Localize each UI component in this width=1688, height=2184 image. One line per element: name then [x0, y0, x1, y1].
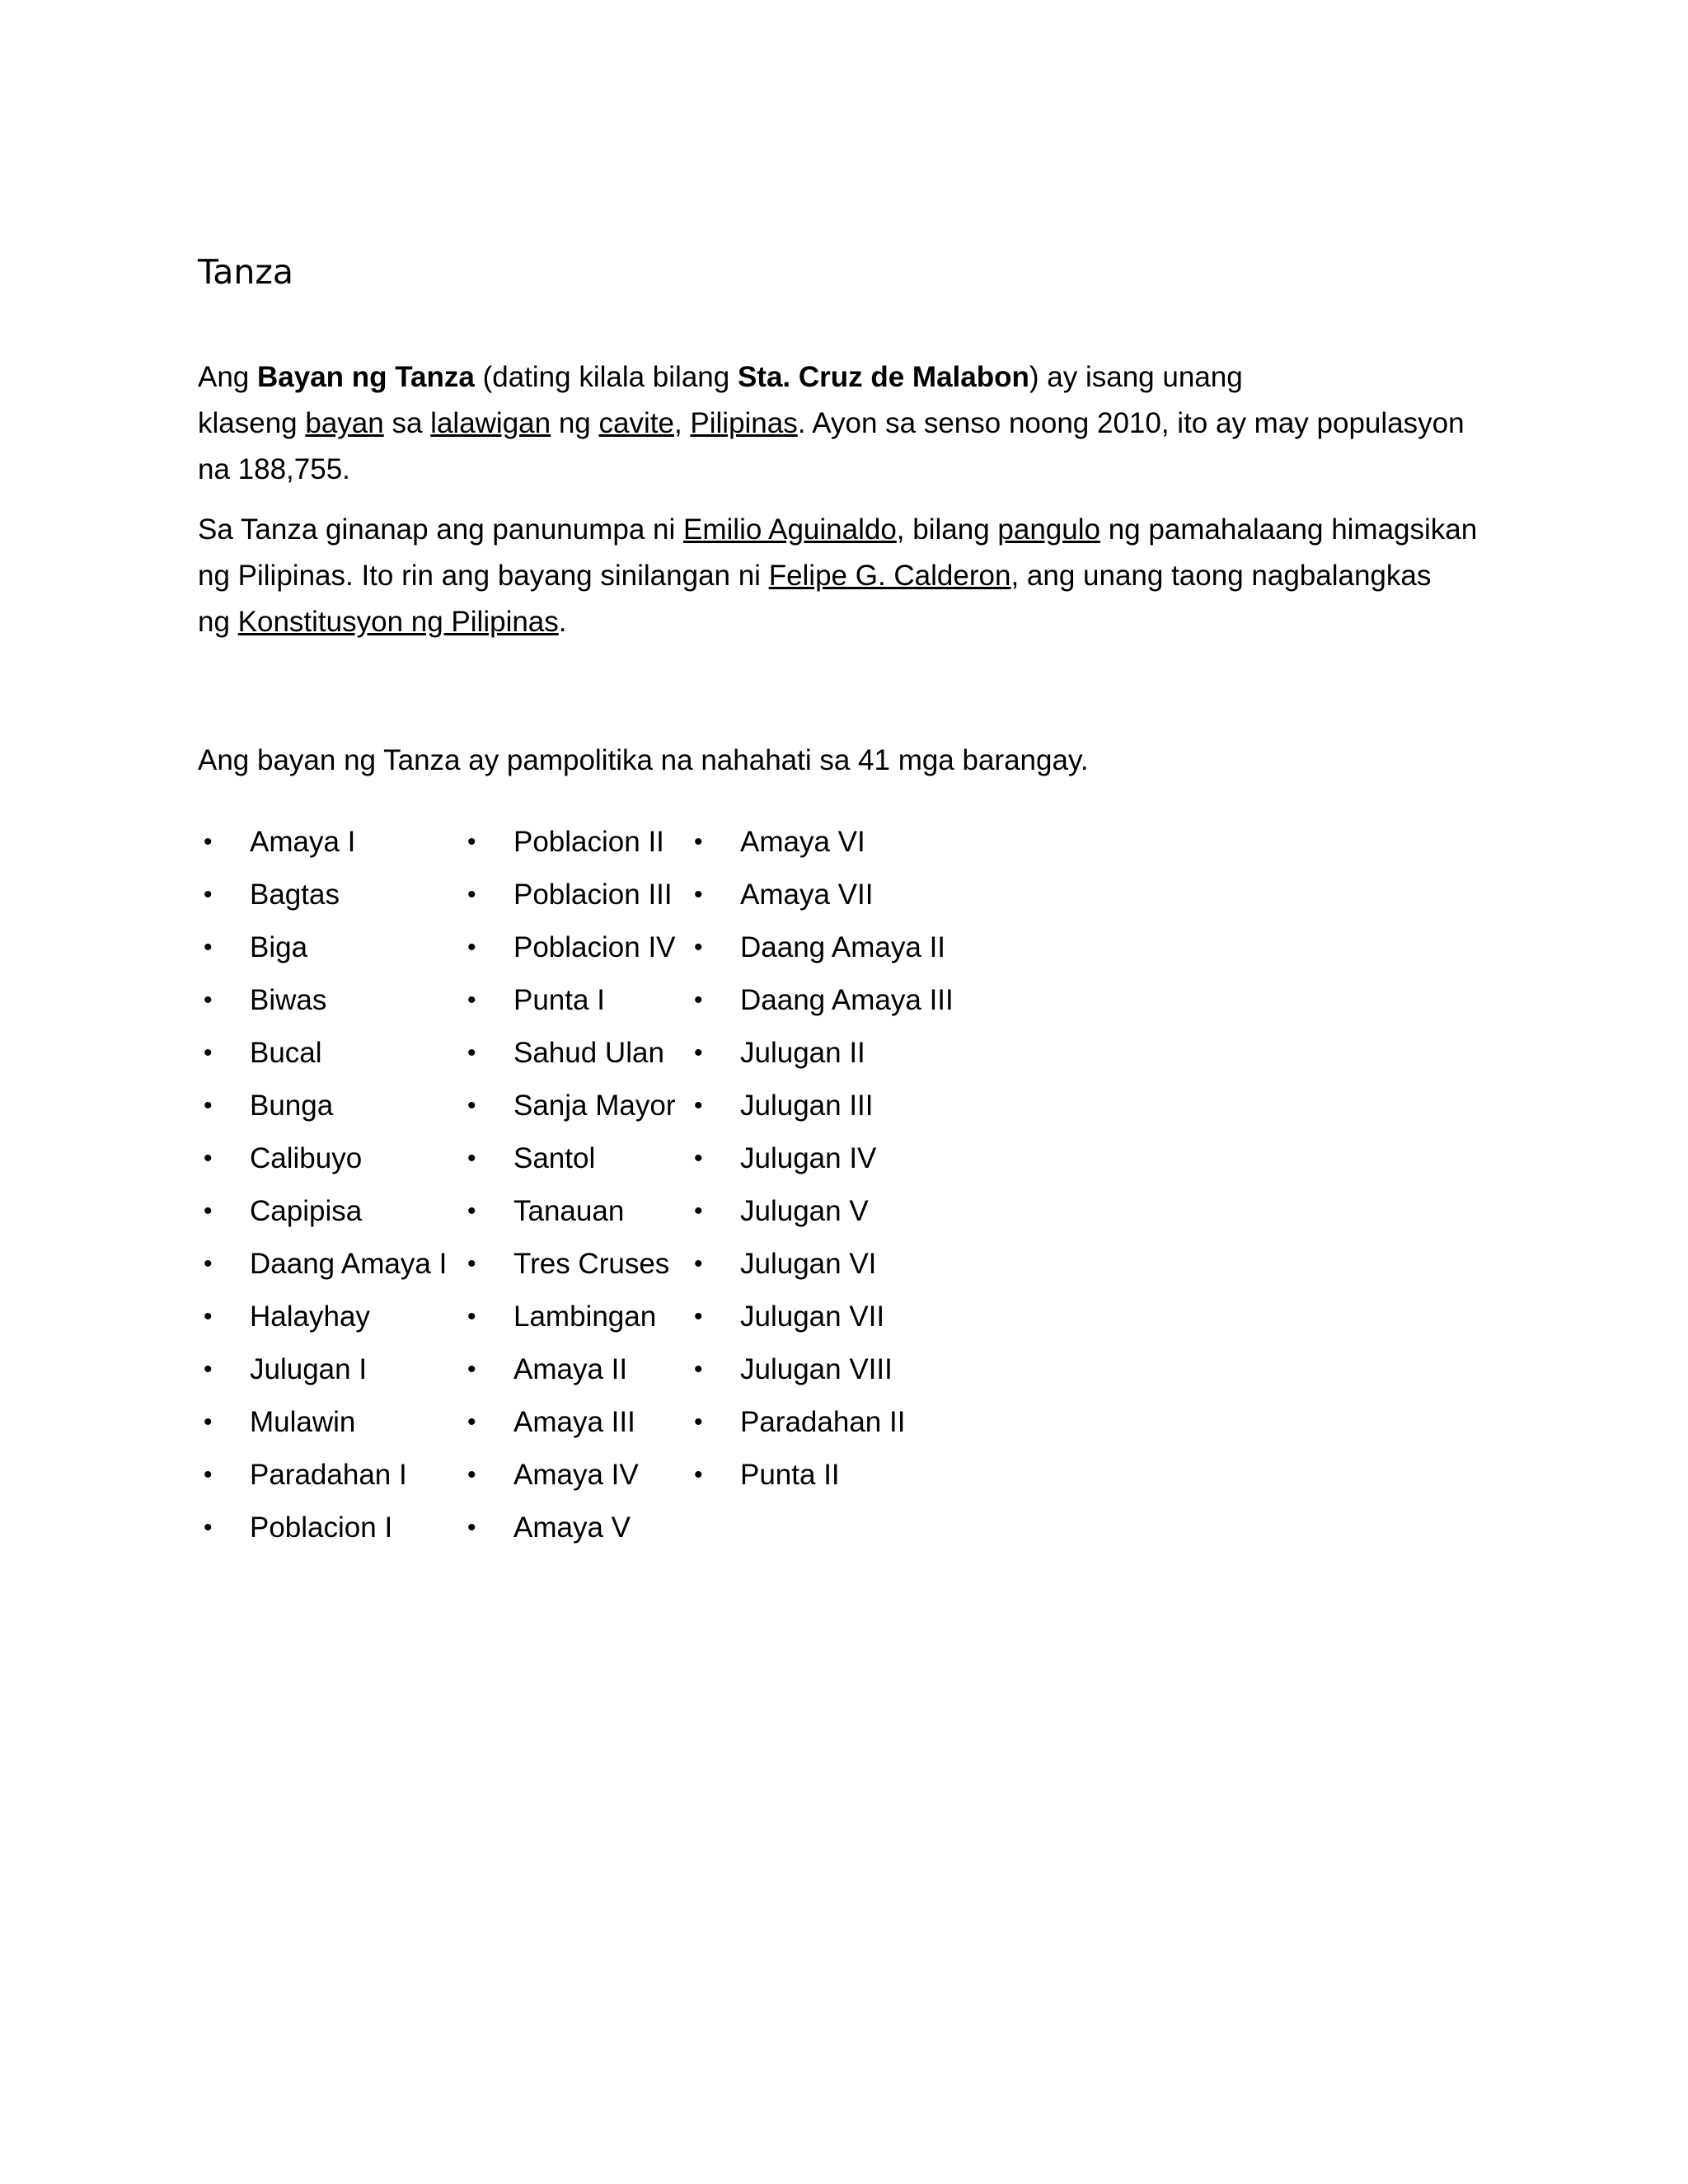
barangay-name: Daang Amaya III	[740, 984, 954, 1016]
bullet-icon: •	[467, 987, 476, 1014]
barangay-name: Julugan VI	[740, 1248, 877, 1280]
bullet-icon: •	[204, 1197, 213, 1225]
barangay-list-item	[198, 1185, 447, 1238]
bullet-icon: •	[694, 1197, 703, 1225]
link-lalawigan[interactable]: lalawigan	[430, 407, 551, 439]
barangay-column-1	[198, 816, 447, 1554]
bullet-icon: •	[467, 1461, 476, 1488]
barangay-list-item	[198, 1396, 447, 1449]
barangay-list-item	[462, 1027, 676, 1080]
barangay-list-item	[462, 921, 676, 974]
barangay-list-item	[688, 816, 954, 869]
bullet-icon: •	[467, 1514, 476, 1541]
barangay-name: Paradahan II	[740, 1406, 906, 1438]
barangay-list-item	[688, 1343, 954, 1396]
bullet-icon: •	[694, 881, 703, 908]
barangay-list-item	[688, 1449, 954, 1502]
barangay-name: Poblacion II	[513, 826, 664, 858]
intro-text: ng	[551, 407, 599, 439]
bullet-icon: •	[694, 987, 703, 1014]
barangay-list-item	[198, 1080, 447, 1132]
barangay-list-item	[688, 974, 954, 1027]
bullet-icon: •	[467, 1250, 476, 1277]
bullet-icon: •	[204, 1356, 213, 1383]
barangay-list-item	[688, 921, 954, 974]
document-page	[198, 247, 1517, 1544]
barangay-list-item	[198, 1238, 447, 1291]
bullet-icon: •	[694, 934, 703, 961]
intro-text: sa	[383, 407, 431, 439]
bullet-icon: •	[467, 1092, 476, 1119]
barangay-list-item	[688, 1291, 954, 1343]
barangay-name: Poblacion III	[513, 879, 673, 911]
barangay-list-item	[462, 816, 676, 869]
barangay-name: Punta I	[513, 984, 605, 1016]
history-text: ng Pilipinas. Ito rin ang bayang sinilangan ni	[198, 560, 769, 592]
history-paragraph	[198, 507, 1517, 645]
barangay-name: Biga	[250, 931, 308, 963]
barangay-name: Amaya V	[513, 1511, 631, 1544]
barangay-column-2	[462, 816, 676, 1554]
bullet-icon: •	[467, 881, 476, 908]
history-text: .	[558, 606, 567, 638]
bullet-icon: •	[204, 1303, 213, 1330]
bullet-icon: •	[467, 1197, 476, 1225]
link-pilipinas[interactable]: Pilipinas	[690, 407, 798, 439]
link-cavite[interactable]: cavite	[598, 407, 674, 439]
bullet-icon: •	[204, 828, 213, 855]
bullet-icon: •	[467, 1145, 476, 1172]
link-felipe-g-calderon[interactable]: Felipe G. Calderon	[768, 560, 1011, 592]
bullet-icon: •	[467, 1356, 476, 1383]
barangay-name: Tanauan	[513, 1195, 625, 1227]
bullet-icon: •	[694, 1250, 703, 1277]
barangay-name: Amaya I	[250, 826, 356, 858]
barangay-name: Julugan II	[740, 1037, 865, 1069]
bullet-icon: •	[204, 1145, 213, 1172]
barangay-list-item	[198, 1291, 447, 1343]
link-emilio-aguinaldo[interactable]: Emilio Aguinaldo	[683, 513, 897, 546]
intro-text: Ang	[198, 361, 257, 393]
barangay-list-item	[462, 1080, 676, 1132]
barangay-list-item	[462, 869, 676, 921]
history-text: ng pamahalaang himagsikan	[1100, 513, 1478, 546]
bullet-icon: •	[204, 934, 213, 961]
bullet-icon: •	[204, 881, 213, 908]
barangay-name: Amaya IV	[513, 1459, 639, 1491]
bullet-icon: •	[467, 934, 476, 961]
barangay-list-item	[198, 1449, 447, 1502]
bullet-icon: •	[204, 987, 213, 1014]
barangay-name: Amaya VII	[740, 879, 874, 911]
bullet-icon: •	[467, 1039, 476, 1066]
barangay-list-item	[688, 1132, 954, 1185]
barangay-list-item	[462, 1396, 676, 1449]
barangay-name: Daang Amaya I	[250, 1248, 448, 1280]
bold-bayan-ng-tanza: Bayan ng Tanza	[257, 361, 475, 393]
barangay-list-item	[688, 1396, 954, 1449]
barangay-list-item	[688, 1185, 954, 1238]
barangay-name: Bunga	[250, 1090, 334, 1122]
history-text: , bilang	[896, 513, 998, 546]
barangay-name: Julugan V	[740, 1195, 869, 1227]
barangay-name: Poblacion I	[250, 1511, 393, 1544]
bullet-icon: •	[204, 1461, 213, 1488]
barangay-list-item	[462, 1343, 676, 1396]
barangay-name: Julugan III	[740, 1090, 874, 1122]
barangay-list-item	[688, 1080, 954, 1132]
barangay-list-item	[462, 1238, 676, 1291]
link-konstitusyon-ng-pilipinas[interactable]: Konstitusyon ng Pilipinas	[237, 606, 559, 638]
barangay-name: Julugan IV	[740, 1142, 877, 1174]
barangay-name: Mulawin	[250, 1406, 356, 1438]
barangay-list-item	[462, 1132, 676, 1185]
link-pangulo[interactable]: pangulo	[997, 513, 1100, 546]
barangay-list-item	[462, 974, 676, 1027]
intro-text: klaseng	[198, 407, 306, 439]
barangay-name: Sahud Ulan	[513, 1037, 664, 1069]
history-text: Sa Tanza ginanap ang panunumpa ni	[198, 513, 684, 546]
barangay-list-item	[688, 1027, 954, 1080]
barangay-name: Sanja Mayor	[513, 1090, 676, 1122]
barangay-name: Punta II	[740, 1459, 840, 1491]
intro-text: na 188,755.	[198, 453, 350, 485]
bullet-icon: •	[694, 1408, 703, 1436]
barangay-name: Julugan I	[250, 1353, 368, 1385]
bullet-icon: •	[204, 1250, 213, 1277]
bullet-icon: •	[467, 1408, 476, 1436]
barangay-name: Bagtas	[250, 879, 340, 911]
barangay-name: Bucal	[250, 1037, 322, 1069]
barangay-list-item	[198, 1502, 447, 1554]
bullet-icon: •	[694, 1039, 703, 1066]
bullet-icon: •	[467, 1303, 476, 1330]
barangay-list-item	[688, 869, 954, 921]
barangay-name: Julugan VIII	[740, 1353, 893, 1385]
bullet-icon: •	[204, 1039, 213, 1066]
barangay-name: Amaya VI	[740, 826, 865, 858]
barangay-name: Halayhay	[250, 1301, 370, 1333]
bold-sta-cruz-de-malabon: Sta. Cruz de Malabon	[737, 361, 1029, 393]
barangay-name: Amaya III	[513, 1406, 635, 1438]
barangay-name: Santol	[513, 1142, 596, 1174]
barangay-name: Daang Amaya II	[740, 931, 946, 963]
barangay-intro: Ang bayan ng Tanza ay pampolitika na nahahati sa 41 mga barangay.	[198, 744, 1089, 776]
barangay-list-item	[462, 1185, 676, 1238]
bullet-icon: •	[467, 828, 476, 855]
barangay-name: Capipisa	[250, 1195, 363, 1227]
barangay-list-item	[198, 1343, 447, 1396]
barangay-name: Biwas	[250, 984, 327, 1016]
bullet-icon: •	[694, 1092, 703, 1119]
intro-text: . Ayon sa senso noong 2010, ito ay may populasyon	[797, 407, 1465, 439]
barangay-name: Julugan VII	[740, 1301, 885, 1333]
barangay-name: Paradahan I	[250, 1459, 407, 1491]
barangay-list-item	[462, 1502, 676, 1554]
barangay-list	[198, 816, 1352, 1558]
barangay-name: Tres Cruses	[513, 1248, 670, 1280]
intro-paragraph	[198, 354, 1517, 493]
bullet-icon: •	[694, 1461, 703, 1488]
bullet-icon: •	[694, 828, 703, 855]
barangay-list-item	[462, 1449, 676, 1502]
bullet-icon: •	[694, 1145, 703, 1172]
barangay-list-item	[198, 1132, 447, 1185]
barangay-list-item	[198, 816, 447, 869]
barangay-name: Calibuyo	[250, 1142, 363, 1174]
link-bayan[interactable]: bayan	[305, 407, 384, 439]
barangay-name: Lambingan	[513, 1301, 657, 1333]
bullet-icon: •	[204, 1408, 213, 1436]
bullet-icon: •	[204, 1092, 213, 1119]
history-text: ng	[198, 606, 238, 638]
barangay-list-item	[198, 921, 447, 974]
intro-text: (dating kilala bilang	[474, 361, 738, 393]
bullet-icon: •	[694, 1356, 703, 1383]
barangay-list-item	[688, 1238, 954, 1291]
barangay-column-3	[688, 816, 954, 1502]
intro-text: ) ay isang unang	[1029, 361, 1243, 393]
bullet-icon: •	[204, 1514, 213, 1541]
intro-text: ,	[673, 407, 691, 439]
barangay-name: Amaya II	[513, 1353, 628, 1385]
barangay-list-item	[198, 974, 447, 1027]
barangay-list-item	[198, 869, 447, 921]
barangay-list-item	[462, 1291, 676, 1343]
barangay-list-item	[198, 1027, 447, 1080]
barangay-name: Poblacion IV	[513, 931, 676, 963]
page-title: Tanza	[198, 252, 294, 292]
history-text: , ang unang taong nagbalangkas	[1010, 560, 1432, 592]
bullet-icon: •	[694, 1303, 703, 1330]
